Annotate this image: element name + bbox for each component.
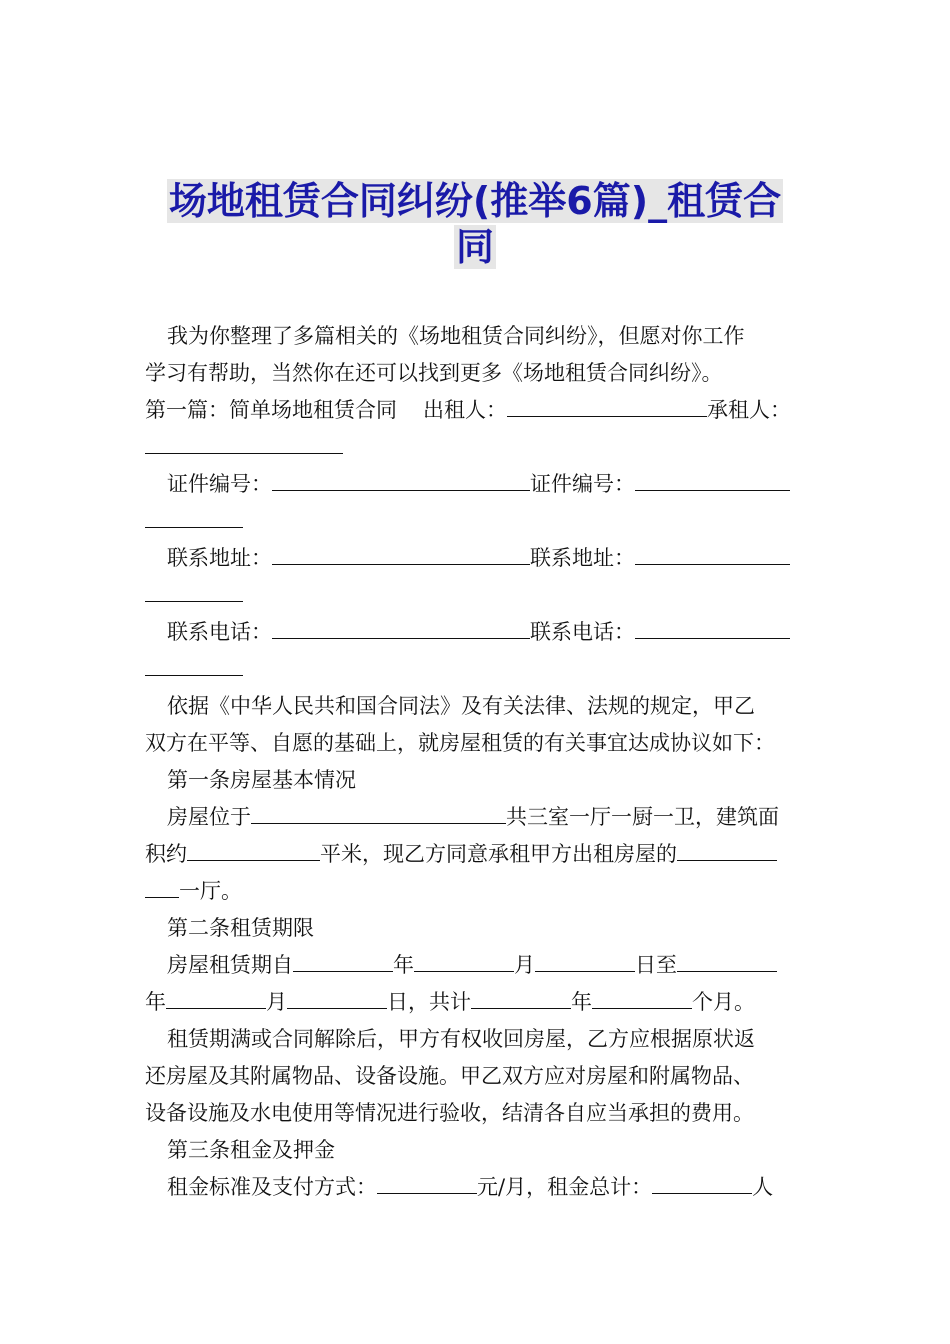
id-line [145,466,810,503]
article2-para-line-1: 租赁期满或合同解除后，甲方有权收回房屋，乙方应根据原状返 [167,1027,755,1051]
end-year-blank [677,950,777,972]
lessee-address-blank [635,543,790,565]
article1-area-line [145,836,810,873]
section-heading: 第一篇：简单场地租赁合同 [145,398,397,422]
address-line [145,540,810,577]
lessee-id-blank-cont [145,506,243,528]
phone-blank-line [145,651,810,688]
start-year-blank [293,950,393,972]
preamble-line-1: 依据《中华人民共和国合同法》及有关法律、法规的规定，甲乙 [167,694,755,718]
end-month-blank [166,987,266,1009]
rent-prefix: 租金标准及支付方式： [167,1175,377,1199]
day-to-label: 日至 [635,953,677,977]
article1-heading: 第一条房屋基本情况 [167,768,356,792]
parties-line [145,392,810,429]
rent-total-blank [652,1172,752,1194]
year-label: 年 [571,990,592,1014]
lessee-phone-label: 联系电话： [530,620,635,644]
start-day-blank [535,950,635,972]
article2-period-line [145,947,810,984]
article2-heading: 第二条租赁期限 [167,916,314,940]
lessee-id-blank [635,469,790,491]
document-body [145,318,810,1206]
lessor-id-label: 证件编号： [167,472,272,496]
rent-suffix: 人 [752,1175,774,1199]
article2-para-line-2: 还房屋及其附属物品、设备设施。甲乙双方应对房屋和附属物品、 [145,1064,754,1088]
id-blank-line [145,503,810,540]
start-month-blank [414,950,514,972]
area-prefix: 积约 [145,842,187,866]
total-months-blank [592,987,692,1009]
end-day-blank [287,987,387,1009]
lessor-address-blank [272,543,530,565]
lessor-id-blank [272,469,530,491]
lessee-label: 承租人： [707,398,791,422]
location-blank [251,802,506,824]
lessee-address-label: 联系地址： [530,546,635,570]
lessee-phone-blank [635,617,790,639]
article2-para-line-3: 设备设施及水电使用等情况进行验收，结清各自应当承担的费用。 [145,1101,754,1125]
location-prefix: 房屋位于 [167,805,251,829]
lessor-phone-blank [272,617,530,639]
lessor-label: 出租人： [423,398,507,422]
location-suffix: 共三室一厅一厨一卫，建筑面 [506,805,779,829]
area-blank [187,839,320,861]
lessee-address-blank-cont [145,580,243,602]
rent-unit: 元/月，租金总计： [477,1175,653,1199]
lessor-blank [507,395,707,417]
total-years-blank [471,987,571,1009]
period-prefix: 房屋租赁期自 [167,953,293,977]
year-label: 年 [145,990,166,1014]
article2-period-line-2 [145,984,810,1021]
area-middle: 平米，现乙方同意承租甲方出租房屋的 [320,842,677,866]
article3-heading: 第三条租金及押金 [167,1138,335,1162]
lessee-id-label: 证件编号： [530,472,635,496]
months-label: 个月。 [692,990,755,1014]
area-suffix: 一厅。 [179,879,242,903]
month-label: 月 [266,990,287,1014]
rent-amount-blank [377,1172,477,1194]
room-blank [677,839,777,861]
title-line-1: 场地租赁合同纠纷(推举6篇)_租赁合 [168,179,782,223]
lessee-blank [145,432,343,454]
room-blank-cont [145,876,179,898]
lessee-blank-line [145,429,810,466]
article1-location-line [145,799,810,836]
lessor-phone-label: 联系电话： [167,620,272,644]
day-total-label: 日，共计 [387,990,471,1014]
title-line-2: 同 [455,225,494,269]
intro-line-2: 学习有帮助，当然你在还可以找到更多《场地租赁合同纠纷》。 [145,361,723,385]
month-label: 月 [514,953,535,977]
lessee-phone-blank-cont [145,654,243,676]
year-label: 年 [393,953,414,977]
article3-rent-line [145,1169,810,1206]
document-title [150,178,800,270]
phone-line [145,614,810,651]
lessor-address-label: 联系地址： [167,546,272,570]
address-blank-line [145,577,810,614]
intro-line-1: 我为你整理了多篇相关的《场地租赁合同纠纷》，但愿对你工作 [167,324,745,348]
article1-room-line [145,873,810,910]
preamble-line-2: 双方在平等、自愿的基础上，就房屋租赁的有关事宜达成协议如下： [145,731,775,755]
